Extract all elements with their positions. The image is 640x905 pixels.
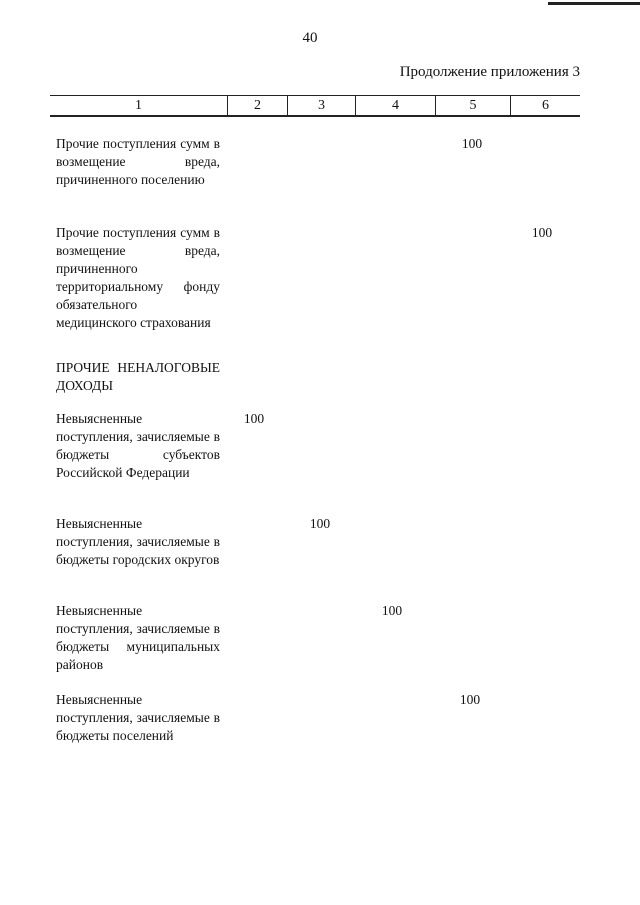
table-row-label: Невыясненные поступления, зачисляемые в бюджеты городских округов <box>56 516 220 567</box>
table-row-value: 100 <box>531 225 553 240</box>
page-number: 40 <box>302 30 318 46</box>
column-header-1: 1 <box>50 96 228 115</box>
column-header-5: 5 <box>436 96 511 115</box>
section-heading: ПРОЧИЕ НЕНАЛОГОВЫЕ ДОХОДЫ <box>56 360 220 393</box>
appendix-caption: Продолжение приложения 3 <box>399 64 580 80</box>
table-header <box>50 95 580 117</box>
table-row-value: 100 <box>459 692 481 707</box>
table-row-value: 100 <box>309 516 331 531</box>
corner-scan-mark <box>548 2 640 5</box>
column-header-2: 2 <box>228 96 288 115</box>
column-header-6: 6 <box>542 98 549 113</box>
table-row-value: 100 <box>461 136 483 151</box>
table-row-label: Прочие поступления сумм в возмещение вреда, причиненного территориальному фонду обязательного медицинского страхования <box>56 225 220 330</box>
table-row-label: Невыясненные поступления, зачисляемые в бюджеты поселений <box>56 692 220 743</box>
table-row-label: Прочие поступления сумм в возмещение вреда, причиненного поселению <box>56 136 220 187</box>
column-header-4: 4 <box>356 96 436 115</box>
table-row-value: 100 <box>243 411 265 426</box>
column-header-3: 3 <box>288 96 356 115</box>
table-row-label: Невыясненные поступления, зачисляемые в бюджеты субъектов Российской Федерации <box>56 411 220 480</box>
table-row-value: 100 <box>381 603 403 618</box>
table-row-label: Невыясненные поступления, зачисляемые в бюджеты муниципальных районов <box>56 603 220 672</box>
